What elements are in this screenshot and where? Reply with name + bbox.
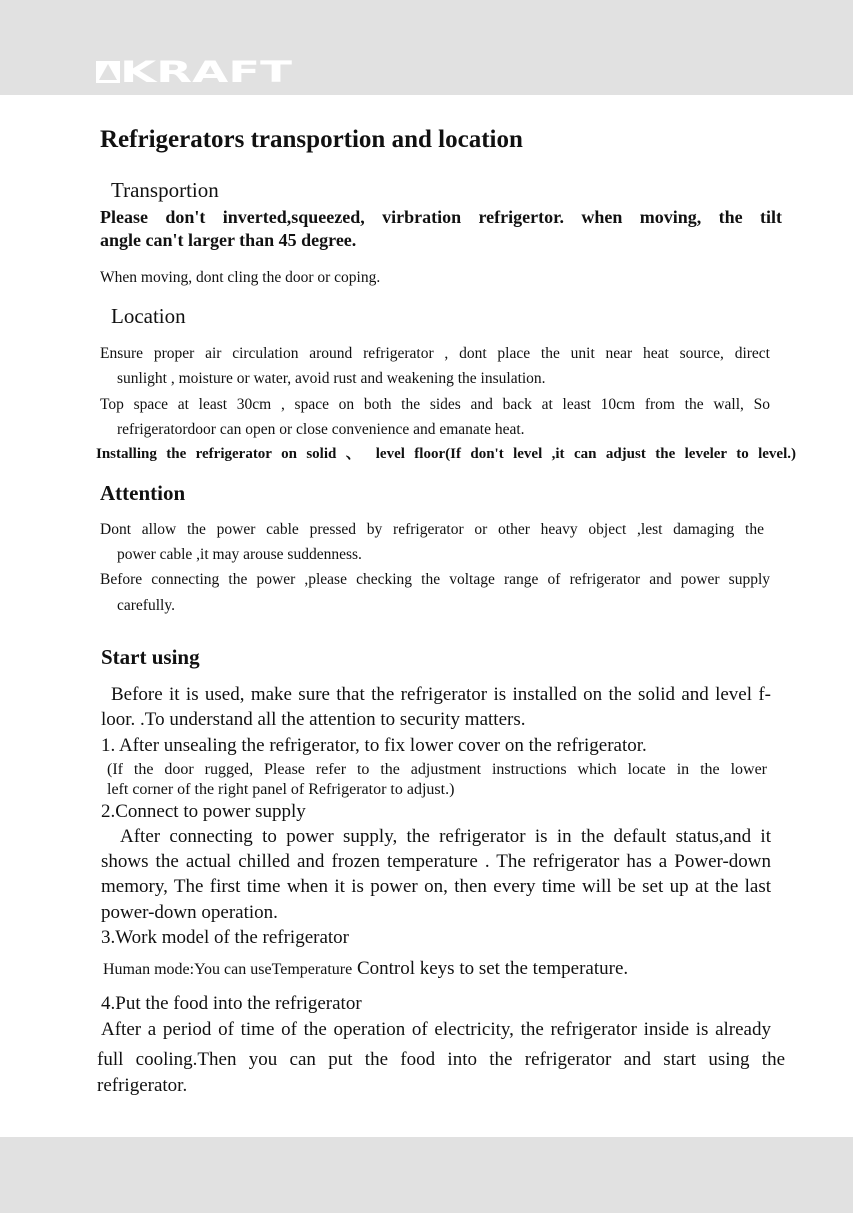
step4-line3: refrigerator. <box>97 1075 188 1096</box>
transportion-warning-line1: Please don't inverted,squeezed, virbration refrigertor. when moving, the tilt <box>100 207 782 227</box>
location-heading: Location <box>111 304 186 328</box>
step1-note-line1: (If the door rugged, Please refer to the adjustment instructions which locate in the lower <box>107 761 767 778</box>
transportion-note: When moving, dont cling the door or coping. <box>100 269 381 286</box>
step4-line1: After a period of time of the operation of electricity, the refrigerator inside is already <box>101 1019 771 1040</box>
step3: 3.Work model of the refrigerator <box>101 927 350 948</box>
step2-line1: After connecting to power supply, the refrigerator is in the default status,and it <box>120 826 771 847</box>
kraft-logo <box>96 60 292 84</box>
footer-band <box>0 1137 853 1213</box>
location-p1-line2: sunlight , moisture or water, avoid rust and weakening the insulation. <box>117 370 546 387</box>
attention-p1-line2: power cable ,it may arouse suddenness. <box>117 546 362 563</box>
step2-line3: memory, The first time when it is power on, then every time will be set up at the last <box>101 876 771 897</box>
step2-line2: shows the actual chilled and frozen temperature . The refrigerator has a Power-down <box>101 851 771 872</box>
transportion-heading: Transportion <box>111 178 219 202</box>
step4: 4.Put the food into the refrigerator <box>101 993 362 1014</box>
transportion-warning-line2: angle can't larger than 45 degree. <box>100 230 357 250</box>
step2: 2.Connect to power supply <box>101 801 306 822</box>
attention-p1-line1: Dont allow the power cable pressed by refrigerator or other heavy object ,lest damaging the <box>100 521 764 538</box>
step2-line4: power-down operation. <box>101 902 278 923</box>
step3-mode <box>103 958 628 980</box>
start-using-heading: Start using <box>101 645 200 669</box>
step1-note-line2: left corner of the right panel of Refrigerator to adjust.) <box>107 781 455 798</box>
location-p2-line1: Top space at least 30cm , space on both the sides and back at least 10cm from the wall, So <box>100 396 770 413</box>
attention-p2-line2: carefully. <box>117 597 175 614</box>
kraft-logo-mark <box>96 60 292 84</box>
step3-mode-a: Human mode:You can useTemperature <box>103 961 353 978</box>
attention-heading: Attention <box>100 481 186 505</box>
step1: 1. After unsealing the refrigerator, to fix lower cover on the refrigerator. <box>101 735 647 756</box>
attention-p2-line1: Before connecting the power ,please checking the voltage range of refrigerator and power supply <box>100 571 770 588</box>
location-install-note: Installing the refrigerator on solid 、 level floor(If don't level ,it can adjust the leveler to level.) <box>96 446 796 462</box>
page-title: Refrigerators transportion and location <box>100 126 523 153</box>
step3-mode-b: Control keys to set the temperature. <box>352 958 629 979</box>
svg-text:KRAFT: KRAFT <box>120 60 292 84</box>
step4-line2: full cooling.Then you can put the food into the refrigerator and start using the <box>97 1049 785 1070</box>
start-intro-line1: Before it is used, make sure that the refrigerator is installed on the solid and level f- <box>111 684 771 705</box>
location-p2-line2: refrigeratordoor can open or close convenience and emanate heat. <box>117 421 525 438</box>
location-p1-line1: Ensure proper air circulation around refrigerator , dont place the unit near heat source, direct <box>100 345 770 362</box>
start-intro-line2: loor. .To understand all the attention to security matters. <box>101 709 526 730</box>
